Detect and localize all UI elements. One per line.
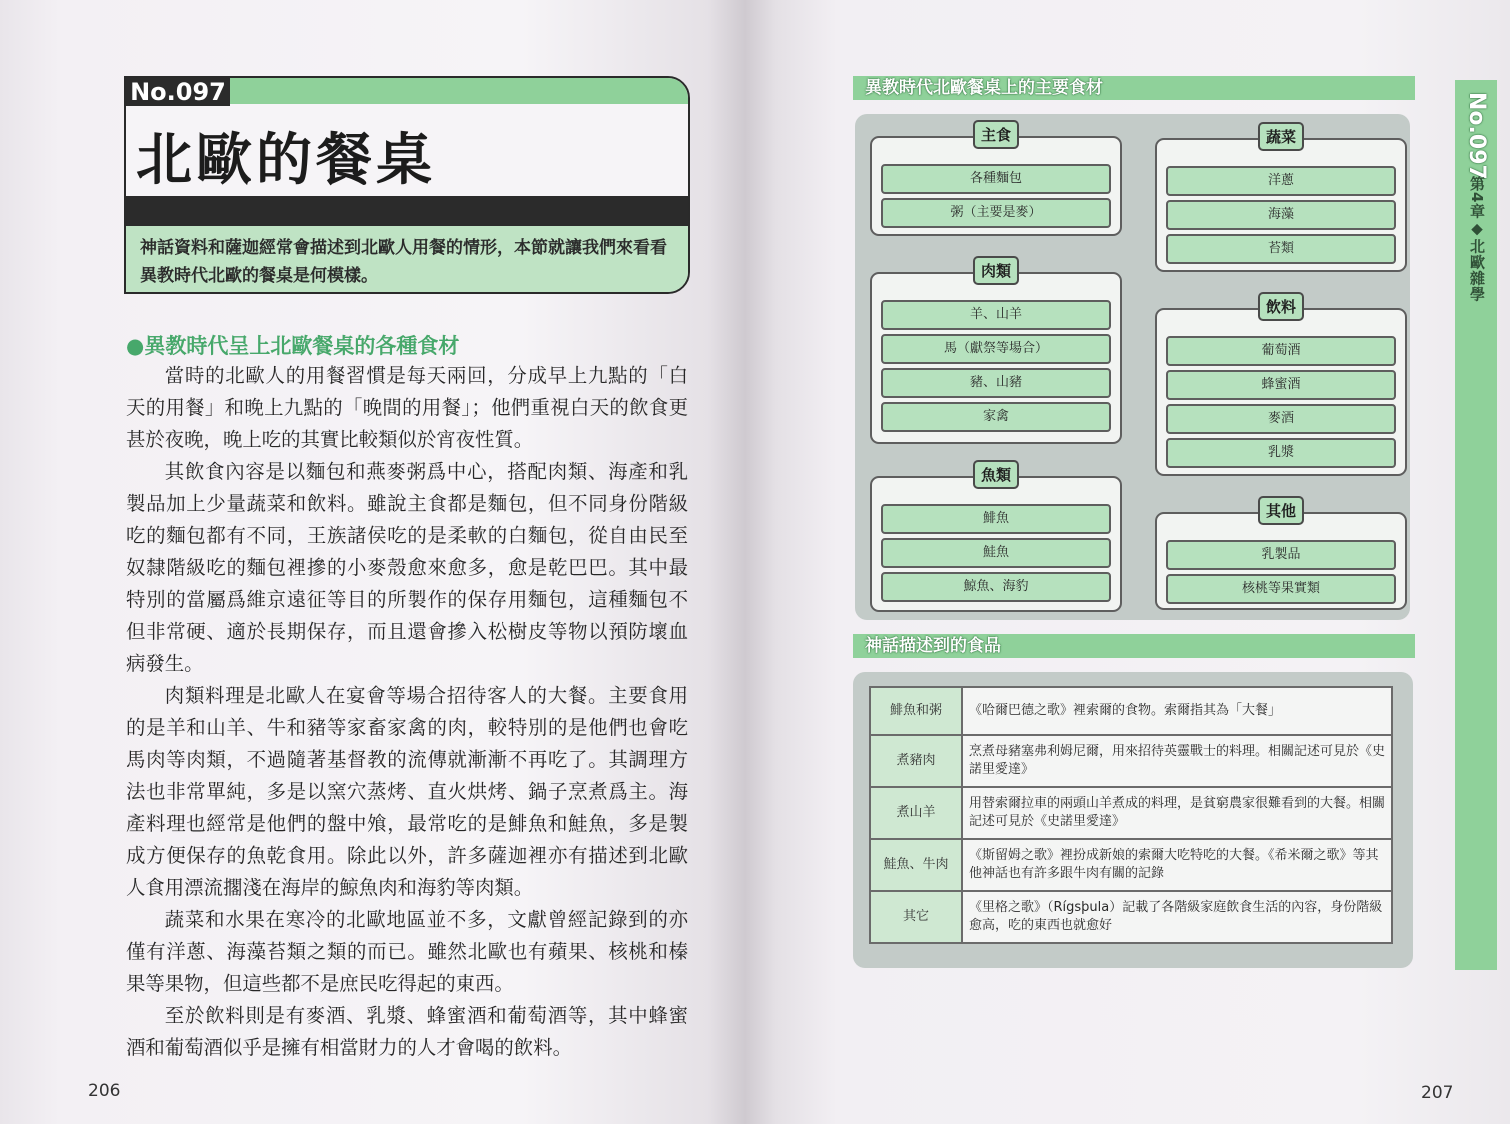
table-row <box>870 787 1392 839</box>
category-label: 主食 <box>973 120 1019 149</box>
category-label: 蔬菜 <box>1258 122 1304 151</box>
category-meat <box>870 262 1122 444</box>
food-item: 麥酒 <box>1166 404 1396 434</box>
foods-panel <box>855 114 1410 620</box>
side-entry-number: No.097 <box>1464 92 1489 180</box>
food-item: 羊、山羊 <box>881 300 1111 330</box>
table-row <box>870 891 1392 943</box>
category-label: 飲料 <box>1258 292 1304 321</box>
page-title: 北歐的餐桌 <box>136 128 436 193</box>
table-row <box>870 839 1392 891</box>
food-item: 豬、山豬 <box>881 368 1111 398</box>
side-chapter-title: 第4章◆北歐雜學 <box>1468 176 1486 303</box>
food-desc-cell: 《斯留姆之歌》裡扮成新娘的索爾大吃特吃的大餐。《希米爾之歌》等其他神話也有許多跟牛肉有關的記錄 <box>962 839 1392 891</box>
food-item: 各種麵包 <box>881 164 1111 194</box>
category-drinks <box>1155 298 1407 476</box>
category-vegetables <box>1155 128 1407 272</box>
paragraph: 肉類料理是北歐人在宴會等場合招待客人的大餐。主要食用的是羊和山羊、牛和豬等家畜家禽的肉，較特別的是他們也會吃馬肉等肉類，不過隨著基督教的流傳就漸漸不再吃了。其調理方法也非常單純，多是以窯穴蒸烤、直火烘烤、鍋子烹煮爲主。海產料理也經常是他們的盤中飧，最常吃的是鯡魚和鮭魚，多是製成方便保存的魚乾食用。除此以外，許多薩迦裡亦有描述到北歐人食用漂流擱淺在海岸的鯨魚肉和海豹等肉類。 <box>126 684 688 899</box>
food-item: 鮭魚 <box>881 538 1111 568</box>
food-desc-cell: 《哈爾巴德之歌》裡索爾的食物。索爾指其為「大餐」 <box>962 687 1392 735</box>
category-label: 肉類 <box>973 256 1019 285</box>
food-item: 洋蔥 <box>1166 166 1396 196</box>
food-item: 乳漿 <box>1166 438 1396 468</box>
page-number-left: 206 <box>88 1081 121 1101</box>
food-item: 核桃等果實類 <box>1166 574 1396 604</box>
food-item: 葡萄酒 <box>1166 336 1396 366</box>
food-item: 海藻 <box>1166 200 1396 230</box>
myth-heading-bar <box>853 634 1415 658</box>
food-name-cell: 鯡魚和粥 <box>870 687 962 735</box>
section-heading: ●異教時代呈上北歐餐桌的各種食材 <box>126 334 460 358</box>
food-name-cell: 煮山羊 <box>870 787 962 839</box>
food-name-cell: 其它 <box>870 891 962 943</box>
table-row <box>870 687 1392 735</box>
food-name-cell: 煮豬肉 <box>870 735 962 787</box>
entry-number-tag: No.097 <box>126 78 230 106</box>
food-desc-cell: 用替索爾拉車的兩頭山羊煮成的料理，是貧窮農家很難看到的大餐。相關記述可見於《史諾里愛達》 <box>962 787 1392 839</box>
food-desc-cell: 烹煮母豬塞弗利姆尼爾，用來招待英靈戰士的料理。相關記述可見於《史諾里愛達》 <box>962 735 1392 787</box>
paragraph: 蔬菜和水果在寒冷的北歐地區並不多，文獻曾經記錄到的亦僅有洋蔥、海藻苔類之類的而已。雖然北歐也有蘋果、核桃和榛果等果物，但這些都不是庶民吃得起的東西。 <box>126 908 688 995</box>
body-text <box>126 360 688 1064</box>
food-item: 苔類 <box>1166 234 1396 264</box>
paragraph: 當時的北歐人的用餐習慣是每天兩回，分成早上九點的「白天的用餐」和晚上九點的「晚間的用餐」；他們重視白天的飲食更甚於夜晚，晚上吃的其實比較類似於宵夜性質。 <box>126 364 688 451</box>
table-row <box>870 735 1392 787</box>
title-box <box>124 76 690 294</box>
food-item: 蜂蜜酒 <box>1166 370 1396 400</box>
food-name-cell: 鮭魚、牛肉 <box>870 839 962 891</box>
page-number-right: 207 <box>1421 1083 1454 1103</box>
food-item: 家禽 <box>881 402 1111 432</box>
myth-foods-table <box>869 686 1393 944</box>
right-page <box>745 0 1510 1124</box>
title-divider-band <box>126 196 688 226</box>
foods-heading-bar <box>853 76 1415 100</box>
food-item: 鯨魚、海豹 <box>881 572 1111 602</box>
food-item: 乳製品 <box>1166 540 1396 570</box>
category-staple <box>870 126 1122 236</box>
paragraph: 其飲食內容是以麵包和燕麥粥爲中心，搭配肉類、海產和乳製品加上少量蔬菜和飲料。雖說主食都是麵包，但不同身份階級吃的麵包都有不同，王族諸侯吃的是柔軟的白麵包，從自由民至奴隸階級吃的麵包裡摻的小麥殼愈來愈多，愈是乾巴巴。其中最特別的當屬爲維京遠征等目的所製作的保存用麵包，這種麵包不但非常硬、適於長期保存，而且還會摻入松樹皮等物以預防壞血病發生。 <box>126 460 688 675</box>
title-accent-strip <box>230 78 688 104</box>
left-page <box>0 0 745 1124</box>
myth-panel <box>853 672 1413 968</box>
foods-heading: 異教時代北歐餐桌上的主要食材 <box>865 78 1103 98</box>
food-desc-cell: 《里格之歌》（Rígsþula）記載了各階級家庭飲食生活的內容，身份階級愈高，吃的東西也就愈好 <box>962 891 1392 943</box>
paragraph: 至於飲料則是有麥酒、乳漿、蜂蜜酒和葡萄酒等，其中蜂蜜酒和葡萄酒似乎是擁有相當財力的人才會喝的飲料。 <box>126 1004 688 1059</box>
food-item: 馬（獻祭等場合） <box>881 334 1111 364</box>
category-fish <box>870 466 1122 612</box>
food-item: 粥（主要是麥） <box>881 198 1111 228</box>
category-label: 魚類 <box>973 460 1019 489</box>
category-label: 其他 <box>1258 496 1304 525</box>
intro-summary: 神話資料和薩迦經常會描述到北歐人用餐的情形，本節就讓我們來看看異教時代北歐的餐桌是何模樣。 <box>126 226 688 292</box>
food-item: 鯡魚 <box>881 504 1111 534</box>
myth-heading: 神話描述到的食品 <box>865 636 1001 656</box>
category-other <box>1155 502 1407 610</box>
